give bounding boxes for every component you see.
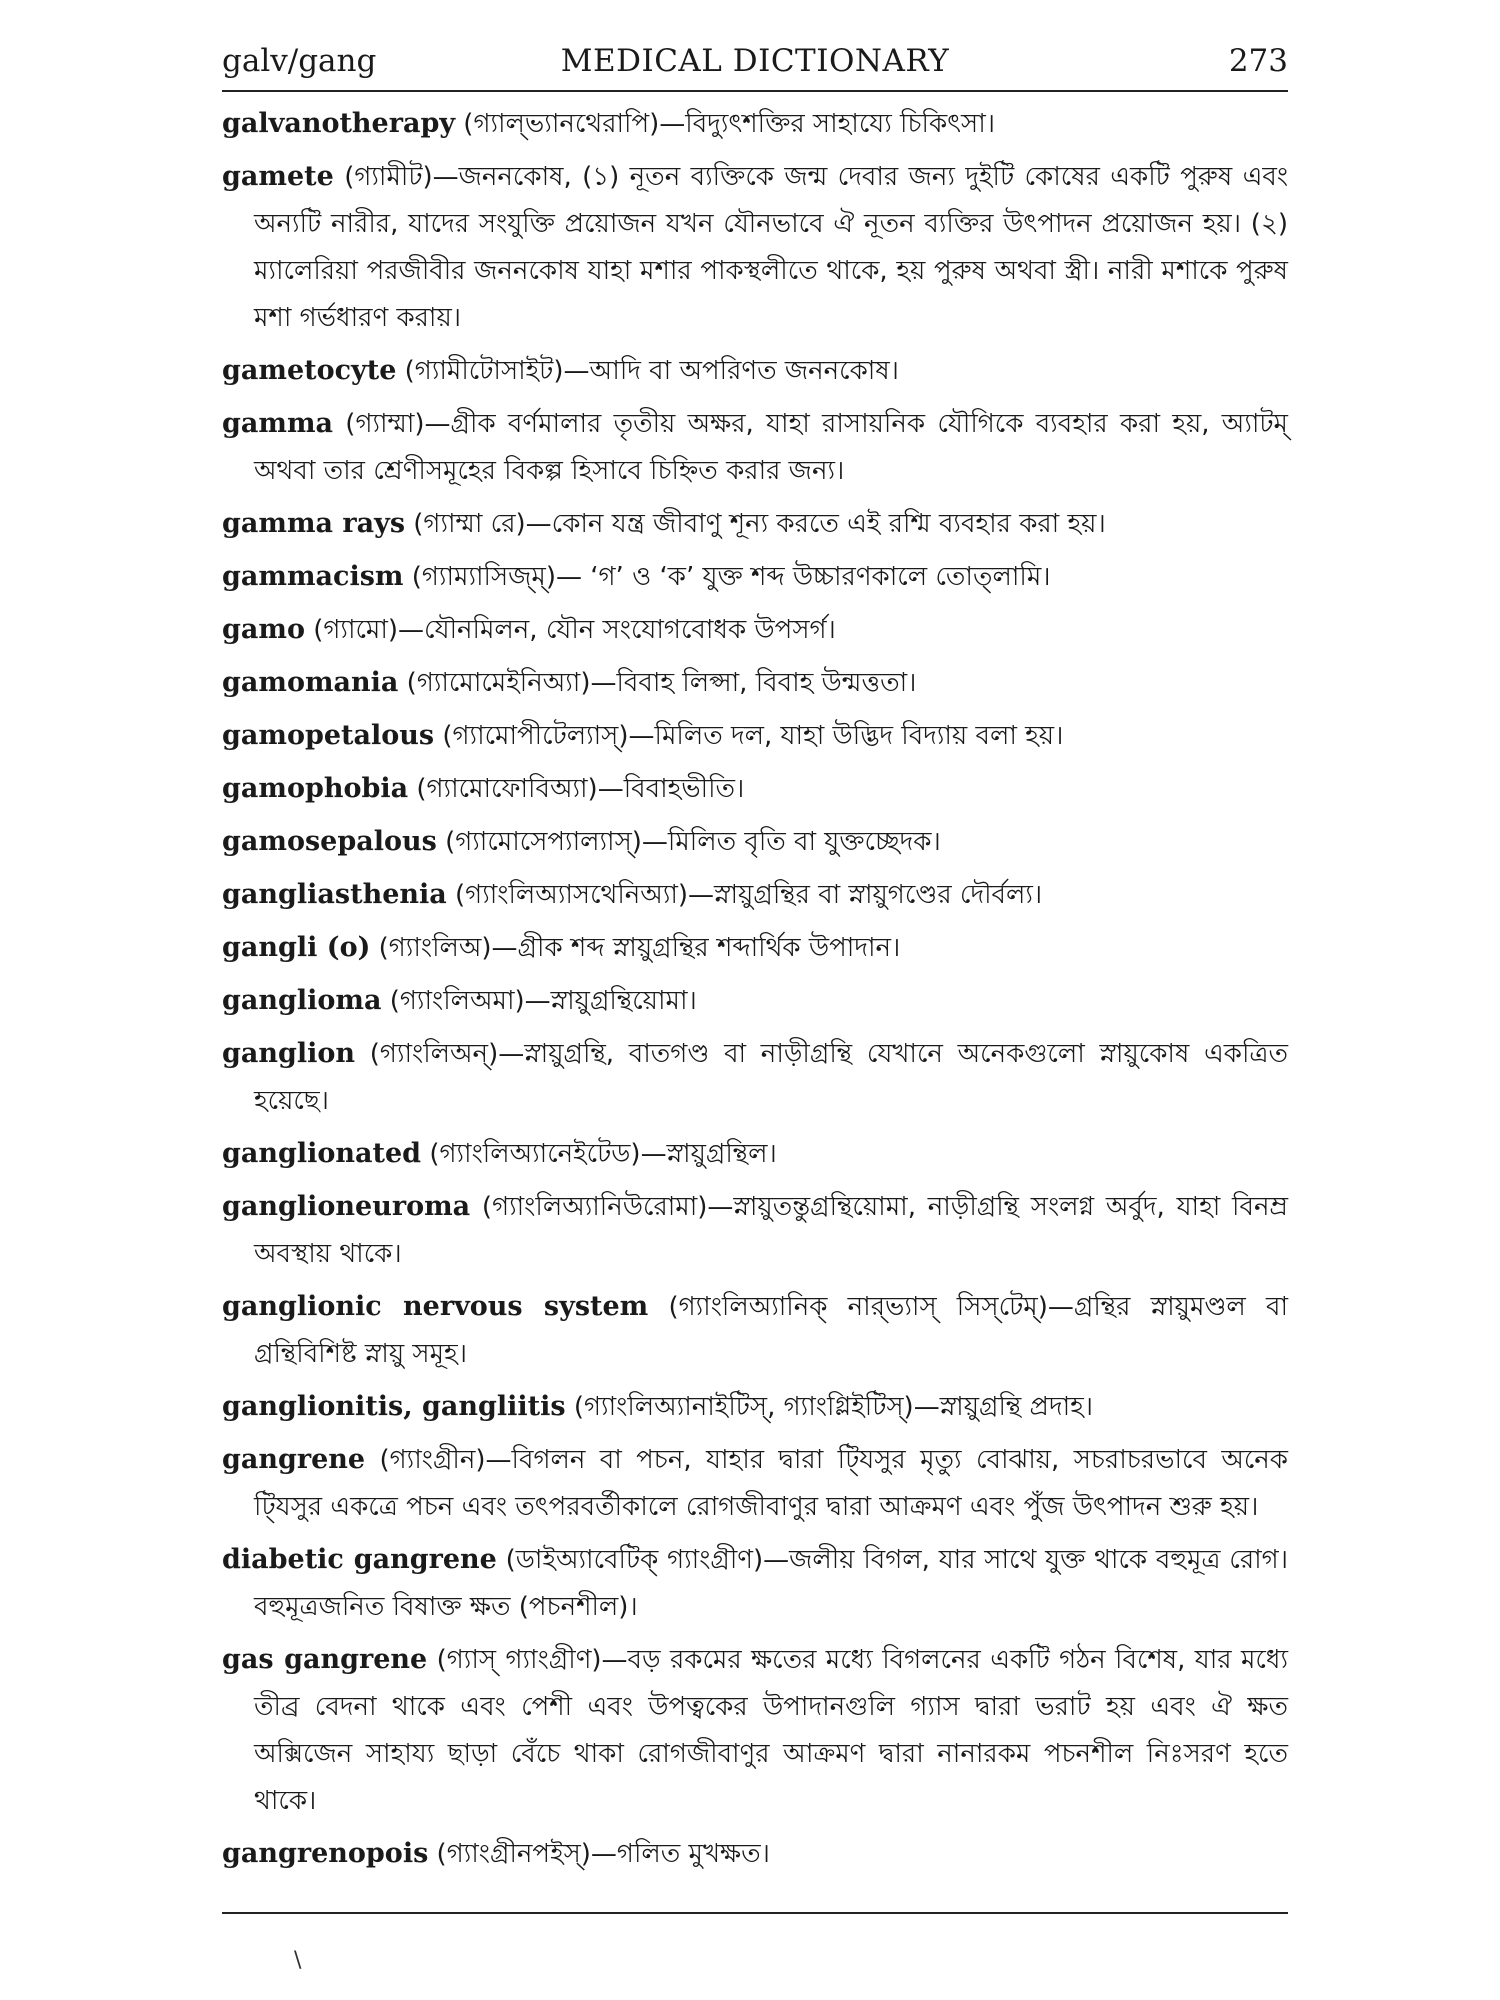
entry	[222, 1183, 1288, 1278]
entry-term: gammacism	[222, 561, 404, 592]
entry-definition: (ডাইঅ্যাবেটিক্ গ্যাংগ্রীণ)—জলীয় বিগল, যার সাথে যুক্ত থাকে বহুমূত্র রোগ। বহুমূত্রজনিত বিষাক্ত ক্ষত (পচনশীল)।	[254, 1545, 1288, 1622]
entry-term: gamopetalous	[222, 720, 435, 751]
entry-term: gamma rays	[222, 508, 406, 539]
entry-definition: (গ্যাংগ্রীনপইস্)—গলিত মুখক্ষত।	[436, 1839, 770, 1869]
entry	[222, 1283, 1288, 1378]
entry-definition: (গ্যাম্মা)—গ্রীক বর্ণমালার তৃতীয় অক্ষর, যাহা রাসায়নিক যৌগিকে ব্যবহার করা হয়, অ্যাটম্ অথবা তার শ্রেণীসমূহের বিকল্প হিসাবে চিহ্নিত করার জন্য।	[254, 409, 1288, 486]
entry-definition: (গ্যামীটোসাইট)—আদি বা অপরিণত জননকোষ।	[404, 356, 899, 386]
entry	[222, 153, 1288, 342]
entry-definition: (গ্যাংলিঅমা)—স্নায়ুগ্রন্থিয়োমা।	[389, 986, 697, 1016]
entry	[222, 500, 1288, 548]
entry	[222, 347, 1288, 395]
entry-term: galvanotherapy	[222, 108, 456, 139]
entry	[222, 1030, 1288, 1125]
entry-definition: (গ্যাম্যাসিজ্‌ম্)— ‘গ’ ও ‘ক’ যুক্ত শব্দ উচ্চারণকালে তোত্‌লামি।	[411, 562, 1051, 592]
header-rule	[222, 90, 1288, 92]
entry-term: gamomania	[222, 667, 399, 698]
entry	[222, 1436, 1288, 1531]
entry-definition: (গ্যামো)—যৌনমিলন, যৌন সংযোগবোধক উপসর্গ।	[313, 615, 836, 645]
entry-list	[222, 100, 1288, 1883]
entry-term: gas gangrene	[222, 1644, 428, 1675]
entry-definition: (গ্যাংগ্রীন)—বিগলন বা পচন, যাহার দ্বারা টি্যসুর মৃত্যু বোঝায়, সচরাচরভাবে অনেক টি্যসুর একত্রে পচন এবং তৎপরবর্তীকালে রোগজীবাণুর দ্বারা আক্রমণ এবং পুঁজ উৎপাদন শুরু হয়।	[254, 1445, 1288, 1522]
entry-definition: (গ্যাংলিঅ্যাসথেনিঅ্যা)—স্নায়ুগ্রন্থির বা স্নায়ুগণ্ডের দৌর্বল্য।	[455, 880, 1043, 910]
entry-term: ganglionitis, gangliitis	[222, 1391, 566, 1422]
entry-definition: (গ্যামীট)—জননকোষ, (১) নূতন ব্যক্তিকে জন্ম দেবার জন্য দুইটি কোষের একটি পুরুষ এবং অন্যটি নারীর, যাদের সংযুক্তি প্রয়োজন যখন যৌনভাবে ঐ নূতন ব্যক্তির উৎপাদন প্রয়োজন হয়। (২) ম্যালেরিয়া পরজীবীর জননকোষ যাহা মশার পাকস্থলীতে থাকে, হয় পুরুষ অথবা স্ত্রী। নারী মশাকে পুরুষ মশা গর্ভধারণ করায়।	[254, 162, 1289, 333]
entry	[222, 1383, 1288, 1431]
entry-term: ganglionated	[222, 1138, 422, 1169]
entry-term: gamosepalous	[222, 826, 437, 857]
entry-term: gangrenopois	[222, 1838, 429, 1869]
entry-definition: (গ্যাল্ভ্যানথেরাপি)—বিদ্যুৎশক্তির সাহায্যে চিকিৎসা।	[463, 109, 996, 139]
entry	[222, 977, 1288, 1025]
entry	[222, 1636, 1288, 1825]
entry-term: ganglioma	[222, 985, 382, 1016]
entry	[222, 553, 1288, 601]
entry	[222, 1130, 1288, 1178]
entry-term: gamete	[222, 161, 334, 192]
entry-definition: (গ্যামোমেইনিঅ্যা)—বিবাহ লিপ্সা, বিবাহ উন্মত্ততা।	[406, 668, 917, 698]
entry-definition: (গ্যামোসেপ্যাল্যাস্)—মিলিত বৃতি বা যুক্তচ্ছেদক।	[445, 827, 941, 857]
entry-term: diabetic gangrene	[222, 1544, 497, 1575]
stray-mark: \	[294, 1948, 302, 1973]
entry-definition: (গ্যাংলিঅ্যানেইটেড)—স্নায়ুগ্রন্থিল।	[429, 1139, 777, 1169]
entry-term: gangrene	[222, 1444, 366, 1475]
entry	[222, 765, 1288, 813]
entry-term: ganglioneuroma	[222, 1191, 471, 1222]
entry	[222, 1830, 1288, 1878]
entry	[222, 1536, 1288, 1631]
entry-term: gamo	[222, 614, 305, 645]
entry-definition: (গ্যাংলিঅ)—গ্রীক শব্দ স্নায়ুগ্রন্থির শব্দার্থিক উপাদান।	[378, 933, 901, 963]
entry	[222, 659, 1288, 707]
page-header	[222, 36, 1288, 86]
entry	[222, 924, 1288, 972]
entry-term: gangli (o)	[222, 932, 371, 963]
entry-term: ganglionic nervous system	[222, 1291, 649, 1322]
entry-definition: (গ্যাংলিঅ্যানিউরোমা)—স্নায়ুতন্তুগ্রন্থিয়োমা, নাড়ীগ্রন্থি সংলগ্ন অর্বুদ, যাহা বিনম্র অবস্থায় থাকে।	[254, 1192, 1288, 1269]
guide-words: galv/gang	[222, 43, 377, 79]
entry-definition: (গ্যাংলিঅ্যানিক্ নার্‌ভ্যাস্ সিস্‌টেম্)—গ্রন্থির স্নায়ুমণ্ডল বা গ্রন্থিবিশিষ্ট স্নায়ু সমূহ।	[254, 1292, 1288, 1369]
entry-definition: (গ্যামোফোবিঅ্যা)—বিবাহভীতি।	[416, 774, 745, 804]
entry	[222, 100, 1288, 148]
entry	[222, 871, 1288, 919]
entry-term: gametocyte	[222, 355, 397, 386]
entry-definition: (গ্যাস্ গ্যাংগ্রীণ)—বড় রকমের ক্ষতের মধ্যে বিগলনের একটি গঠন বিশেষ, যার মধ্যে তীব্র বেদনা থাকে এবং পেশী এবং উপত্বকের উপাদানগুলি গ্যাস দ্বারা ভরাট হয় এবং ঐ ক্ষত অক্সিজেন সাহায্য ছাড়া বেঁচে থাকা রোগজীবাণুর আক্রমণ দ্বারা নানারকম পচনশীল নিঃসরণ হতে থাকে।	[254, 1645, 1288, 1816]
entry-definition: (গ্যাংলিঅ্যানাইটিস্, গ্যাংগ্লিইটিস্)—স্নায়ুগ্রন্থি প্রদাহ।	[573, 1392, 1094, 1422]
entry	[222, 818, 1288, 866]
footer-rule	[222, 1912, 1288, 1914]
entry-term: gamma	[222, 408, 334, 439]
entry-definition: (গ্যাংলিঅন্)—স্নায়ুগ্রন্থি, বাতগণ্ড বা নাড়ীগ্রন্থি যেখানে অনেকগুলো স্নায়ুকোষ একত্রিত হয়েছে।	[254, 1039, 1289, 1116]
entry-definition: (গ্যাম্মা রে)—কোন যন্ত্র জীবাণু শূন্য করতে এই রশ্মি ব্যবহার করা হয়।	[413, 509, 1106, 539]
page-title: MEDICAL DICTIONARY	[560, 43, 950, 79]
entry-term: gamophobia	[222, 773, 409, 804]
entry-term: gangliasthenia	[222, 879, 447, 910]
entry-definition: (গ্যামোপীটেল্যাস্)—মিলিত দল, যাহা উদ্ভিদ বিদ্যায় বলা হয়।	[442, 721, 1064, 751]
page-number: 273	[1228, 43, 1288, 79]
entry	[222, 606, 1288, 654]
entry	[222, 400, 1288, 495]
entry	[222, 712, 1288, 760]
entry-term: ganglion	[222, 1038, 356, 1069]
